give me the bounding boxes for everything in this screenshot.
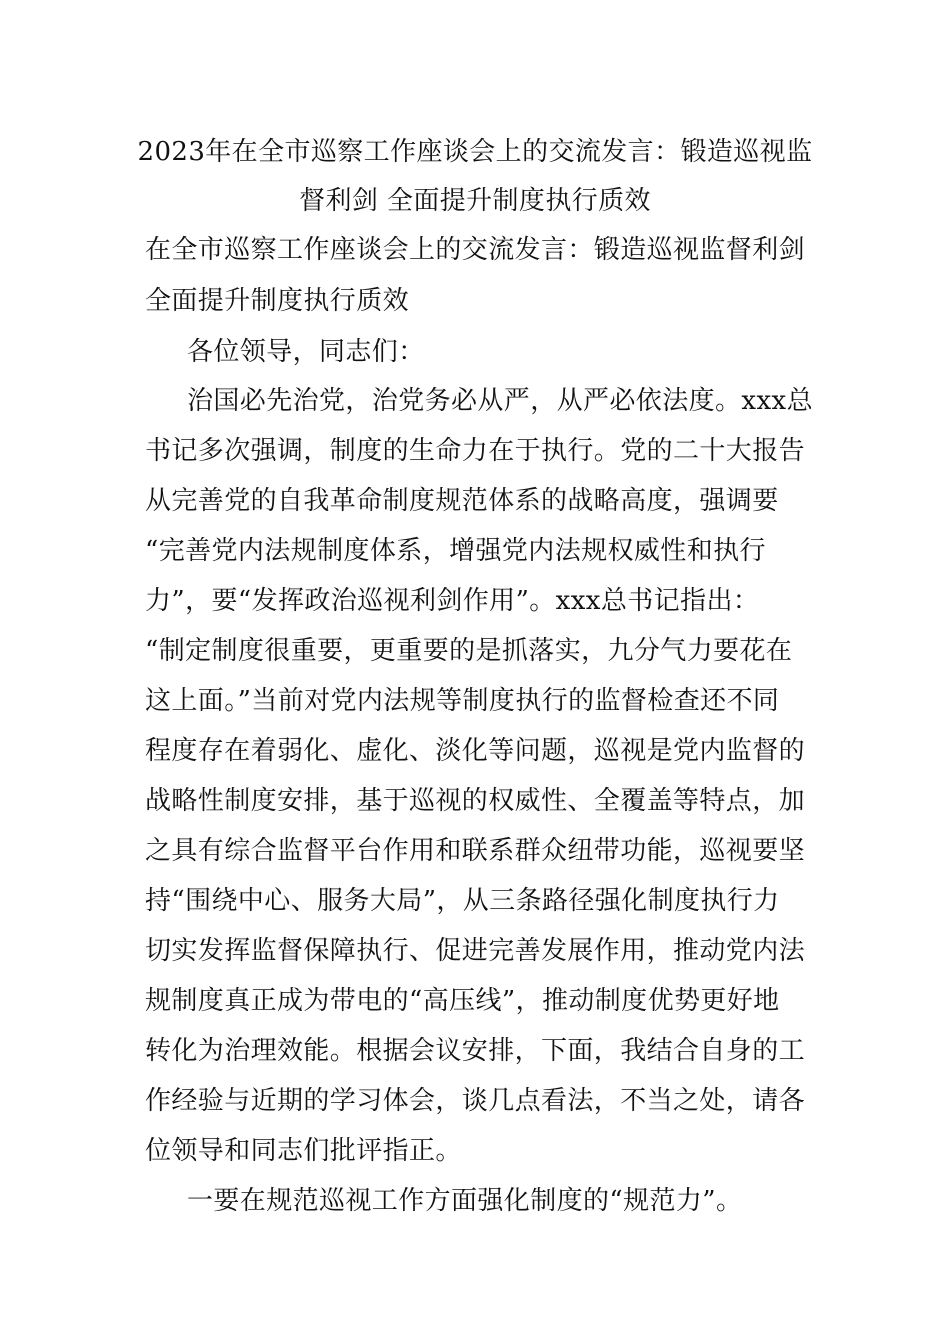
paragraph-line: 从完善党的自我革命制度规范体系的战略高度，强调要 [145,486,779,516]
paragraph-line: 程度存在着弱化、虚化、淡化等问题，巡视是党内监督的 [145,736,806,766]
paragraph-line: 这上面。”当前对党内法规等制度执行的监督检查还不同 [145,686,780,716]
salutation: 各位领导，同志们： [187,337,425,367]
paragraph-line: 力”，要“发挥政治巡视利剑作用”。xxx总书记指出： [145,586,760,616]
paragraph-line: “完善党内法规制度体系，增强党内法规权威性和执行 [145,536,766,566]
paragraph-line: 作经验与近期的学习体会，谈几点看法，不当之处，请各 [145,1086,806,1116]
paragraph-line: 持“围绕中心、服务大局”，从三条路径强化制度执行力 [145,886,780,916]
paragraph-line: 转化为治理效能。根据会议安排，下面，我结合自身的工 [145,1036,806,1066]
subtitle-line-2: 全面提升制度执行质效 [145,286,410,316]
paragraph-line: 切实发挥监督保障执行、促进完善发展作用，推动党内法 [145,936,806,966]
paragraph-line: 位领导和同志们批评指正。 [145,1136,462,1166]
paragraph-line: 治国必先治党，治党务必从严，从严必依法度。xxx总 [187,386,813,416]
subtitle-line-1: 在全市巡察工作座谈会上的交流发言：锻造巡视监督利剑 [145,235,806,265]
section-heading-1: 一要在规范巡视工作方面强化制度的“规范力”。 [187,1186,743,1216]
document-title-line-1: 2023年在全市巡察工作座谈会上的交流发言：锻造巡视监 [137,137,813,167]
document-title-line-2: 督利剑 全面提升制度执行质效 [299,186,651,216]
paragraph-line: 之具有综合监督平台作用和联系群众纽带功能，巡视要坚 [145,836,806,866]
paragraph-line: 书记多次强调，制度的生命力在于执行。党的二十大报告 [145,436,806,466]
paragraph-line: “制定制度很重要，更重要的是抓落实，九分气力要花在 [145,636,793,666]
paragraph-line: 战略性制度安排，基于巡视的权威性、全覆盖等特点，加 [145,786,806,816]
paragraph-line: 规制度真正成为带电的“高压线”，推动制度优势更好地 [145,986,780,1016]
